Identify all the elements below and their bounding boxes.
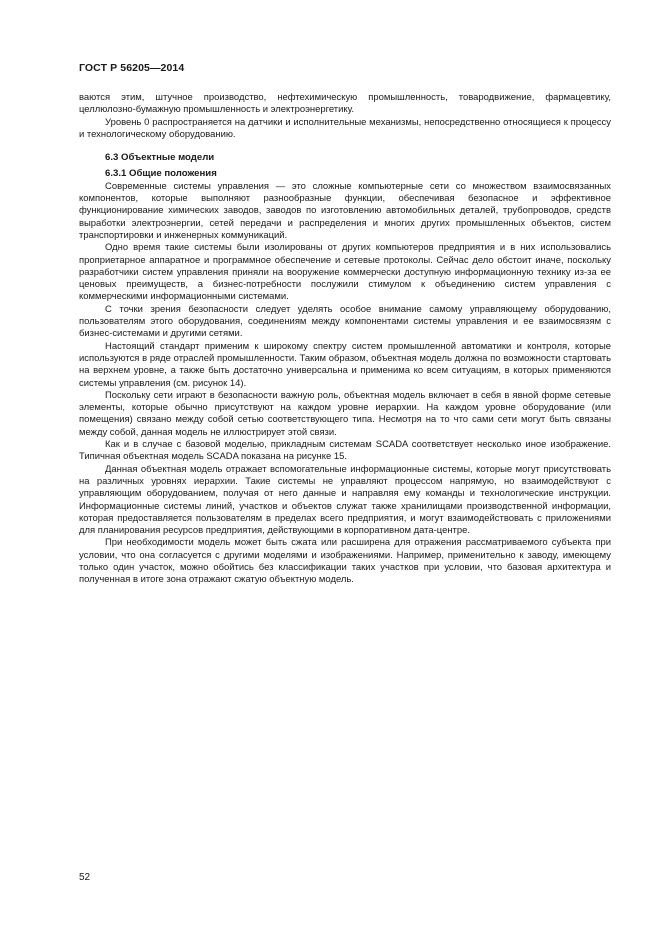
- paragraph: С точки зрения безопасности следует уделять особое внимание самому управляющему оборудованию, пользователям этого оборудования, соединениям между компонентами системы управления и ее взаимосвязям с бизнес-системами и другими сетями.: [79, 303, 611, 340]
- subsection-title: 6.3.1 Общие положения: [105, 168, 217, 180]
- paragraph: Поскольку сети играют в безопасности важную роль, объектная модель включает в себя в явной форме сетевые элементы, которые обычно присутствуют на каждом уровне иерархии. На каждом уровне оборудование (или помещения) связано между собой сетью соответствующего типа. Несмотря на то что сами сети могут быть связаны между собой, данная модель не иллюстрирует этой связи.: [79, 389, 611, 438]
- page-number: 52: [79, 872, 91, 883]
- document-body: [79, 92, 611, 587]
- paragraph: При необходимости модель может быть сжата или расширена для отражения рассматриваемого субъекта при условии, что она согласуется с другими моделями и изображениями. Например, применительно к заводу, имеющему только один участок, можно обойтись без классификации таких участков при условии, что базовая архитектура и полученная в итоге зона отражают сжатую объектную модель.: [79, 537, 611, 586]
- paragraph: Одно время такие системы были изолированы от других компьютеров предприятия и в них использовались проприетарное аппаратное и программное обеспечение и сетевые протоколы. Сейчас дело обстоит иначе, поскольку разработчики систем управления приняли на вооружение коммерчески доступную информационную технику из-за ее ценовых преимуществ, а бизнес-потребности послужили стимулом к объединению систем управления с коммерческими информационными системами.: [79, 242, 611, 303]
- paragraph: Как и в случае с базовой моделью, прикладным системам SCADA соответствует несколько иное изображение. Типичная объектная модель SCADA показана на рисунке 15.: [79, 439, 611, 463]
- paragraph: Данная объектная модель отражает вспомогательные информационные системы, которые могут присутствовать на различных уровнях иерархии. Такие системы не управляют процессом напрямую, но взаимодействуют с управляющим оборудованием, получая от него данные и направляя ему команды и технологические инструкции. Информационные системы линий, участков и объектов служат также хранилищами производственной информации, которая предоставляется пользователям в пределах всего предприятия, и могут взаимодействовать с приложениями для планирования ресурсов предприятия, действующими в корпоративном дата-центре.: [79, 463, 611, 537]
- paragraph-level-0: Уровень 0 распространяется на датчики и исполнительные механизмы, непосредственно относящиеся к процессу и технологическому оборудованию.: [79, 116, 611, 140]
- paragraph-continued: ваются этим, штучное производство, нефтехимическую промышленность, товародвижение, фармацевтику, целлюлозно-бумажную промышленность и электроэнергетику.: [79, 92, 611, 116]
- paragraph: Современные системы управления — это сложные компьютерные сети со множеством взаимосвязанных компонентов, которые выполняют разнообразные функции, обеспечивая безопасное и эффективное функционирование химических заводов, заводов по изготовлению автомобильных деталей, трубопроводов, средств выработки электроэнергии, сетей передачи и распределения и многих других промышленных объектов, систем транспортировки и инженерных коммуникаций.: [79, 180, 611, 241]
- section-title: 6.3 Объектные модели: [105, 152, 215, 164]
- document-header: ГОСТ Р 56205—2014: [79, 62, 185, 74]
- paragraph: Настоящий стандарт применим к широкому спектру систем промышленной автоматики и контроля, которые используются в ряде отраслей промышленности. Таким образом, объектная модель должна по возможности стартовать на верхнем уровне, а также быть достаточно универсальна и применима ко всем ситуациям, в которых применяются системы управления (см. рисунок 14).: [79, 340, 611, 389]
